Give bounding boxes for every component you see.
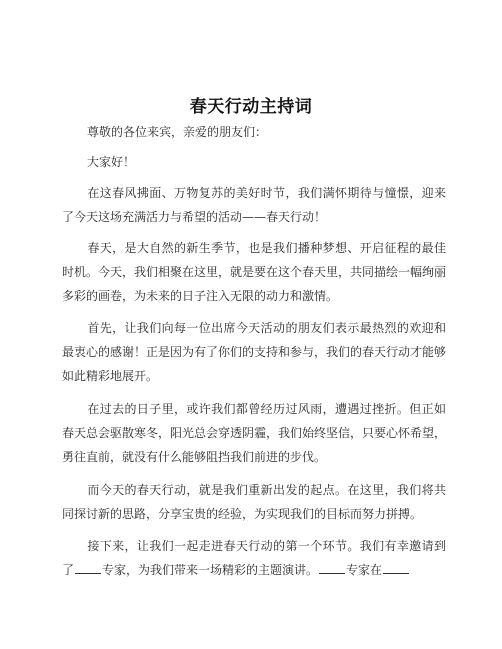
fill-in-blank [75, 561, 101, 574]
paragraph-text: 尊敬的各位来宾，亲爱的朋友们： [87, 125, 268, 139]
paragraph-text-part2: 专家，为我们带来一场精彩的主题演讲。 [102, 563, 319, 577]
paragraph-text: 而今天的春天行动，就是我们重新出发的起点。在这里，我们将共同探讨新的思路，分享宝贵的经验，为实现我们的目标而努力拼搏。 [62, 483, 446, 521]
paragraph-today [62, 478, 446, 526]
paragraph-text: 在过去的日子里，或许我们都曾经历过风雨，遭遇过挫折。但正如春天总会驱散寒冬，阳光总会穿透阴霾，我们始终坚信，只要心怀希望，勇往直前，就没有什么能够阻挡我们前进的步伐。 [62, 402, 447, 464]
paragraph-next [62, 534, 446, 582]
paragraph-past [62, 397, 446, 469]
paragraph-welcome [62, 316, 446, 388]
paragraph-text: 在这春风拂面、万物复苏的美好时节，我们满怀期待与憧憬，迎来了今天这场充满活力与希望的活动——春天行动！ [62, 186, 446, 224]
paragraph-intro [62, 181, 446, 229]
paragraph-text-part1: 接下来，让我们一起走进春天行动的第一个环节。我们有幸邀请到了 [62, 539, 446, 577]
paragraph-spring [62, 236, 446, 308]
paragraph-hello [62, 150, 446, 174]
paragraph-text: 春天，是大自然的新生季节，也是我们播种梦想、开启征程的最佳时机。今天，我们相聚在这里，就是要在这个春天里，共同描绘一幅绚丽多彩的画卷，为未来的日子注入无限的动力和激情。 [62, 241, 447, 303]
fill-in-blank [383, 561, 409, 574]
paragraph-text: 大家好！ [87, 155, 136, 169]
paragraph-greeting [62, 120, 446, 144]
fill-in-blank [319, 561, 345, 574]
document-title: 春天行动主持词 [189, 97, 313, 117]
paragraph-text-part3: 专家在 [346, 563, 383, 577]
paragraph-text: 首先，让我们向每一位出席今天活动的朋友们表示最热烈的欢迎和最衷心的感谢！正是因为有了你们的支持和参与，我们的春天行动才能够如此精彩地展开。 [62, 321, 447, 383]
